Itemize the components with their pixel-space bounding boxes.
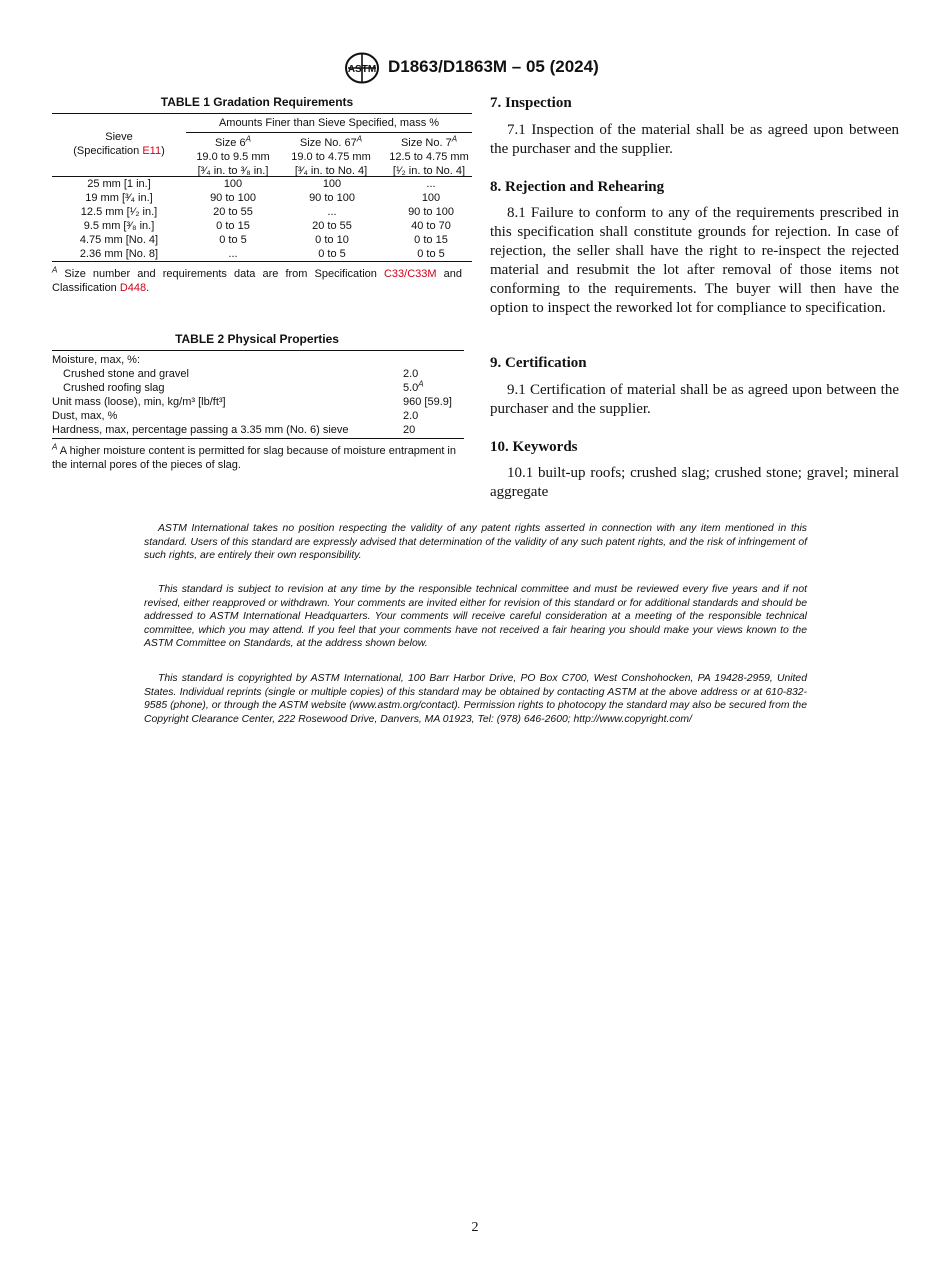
table-row: Unit mass (loose), min, kg/m³ [lb/ft³] 960 [59.9]	[52, 396, 452, 408]
section-9-heading: 9. Certification	[490, 355, 587, 371]
section-10-heading: 10. Keywords	[490, 439, 578, 455]
section-8-heading: 8. Rejection and Rehearing	[490, 179, 665, 195]
table1-col-size-7: Size No. $7^A$ 12.5 to 4.75 mm [¹⁄₂ in. to No. 4]	[389, 134, 469, 177]
table1-col-size-67: Size No. $67^A$ 19.0 to 4.75 mm [³⁄₄ in. to No. 4]	[291, 134, 371, 177]
table-row: 4.75 mm [No. 4] 0 to 5 0 to 10 0 to 15	[79, 234, 448, 246]
table1-group-rule	[186, 132, 472, 133]
patent-notice: ASTM International takes no position respecting the validity of any patent rights asserted in connection with any item mentioned in this standard. Users of this standard are expressly advised that determination of the validity of any such patent rights, and the risk of infringement of such rights, are entirely their own responsibility.	[144, 523, 807, 561]
revision-notice: This standard is subject to revision at any time by the responsible technical committee and must be reviewed every five years and if not revised, either reapproved or withdrawn. Your comments are invited either for revision of this standard or for additional standards and should be addressed to ASTM International Headquarters. Your comments will receive careful consideration at a meeting of the responsible technical committee, which you may attend. If you feel that your comments have not received a fair hearing you should make your views known to the ASTM Committee on Standards, at the address shown below.	[144, 584, 807, 649]
table-row: 25 mm [1 in.] 100 100 ...	[87, 178, 436, 190]
table1-sieve-header: Sieve (Specification E11)	[73, 131, 165, 157]
table2-title: TABLE 2 Physical Properties	[175, 332, 339, 346]
table-row: 2.36 mm [No. 8] ... 0 to 5 0 to 5	[79, 248, 445, 260]
section-8-paragraph: 8.1 Failure to conform to any of the requirements prescribed in this specification shall constitute grounds for rejection. In case of rejection, the seller shall have the right to re-inspect the rejected material and resubmit the lot after removal of those items not conforming to the requirements. The buyer will then have the option to inspect the reworked lot for compliance to specification.	[490, 205, 899, 316]
table1-footnote: $^A$ Size number and requirements data are from Specification C33/C33M and Classification D448.	[52, 265, 462, 294]
table1-bottom-rule	[52, 261, 472, 262]
svg-text:ASTM: ASTM	[347, 64, 377, 75]
table-row: Moisture, max, %:	[52, 354, 141, 366]
section-7-heading: 7. Inspection	[490, 95, 572, 111]
table2-top-rule	[52, 350, 464, 351]
table-row: Dust, max, % 2.0	[52, 410, 419, 422]
table1-title: TABLE 1 Gradation Requirements	[160, 95, 354, 109]
table-row: Crushed stone and gravel 2.0	[63, 368, 419, 380]
link-e11[interactable]: E11	[142, 145, 162, 157]
table1-group-header: Amounts Finer than Sieve Specified, mass %	[218, 117, 440, 129]
table2-body	[52, 353, 464, 437]
table2-footnote: $^A$ A higher moisture content is permitted for slag because of moisture entrapment in the internal pores of the pieces of slag.	[52, 442, 456, 471]
table2-bottom-rule	[52, 438, 464, 439]
section-10-paragraph: 10.1 built-up roofs; crushed slag; crushed stone; gravel; mineral aggregate	[490, 465, 899, 500]
link-d448[interactable]: D448	[119, 282, 147, 294]
document-id: D1863/D1863M – 05 (2024)	[388, 57, 599, 76]
section-7-paragraph: 7.1 Inspection of the material shall be as agreed upon between the purchaser and the supplier.	[490, 122, 899, 157]
astm-logo-icon	[344, 52, 380, 84]
table1-body	[52, 177, 478, 261]
page-header	[0, 52, 950, 86]
table-row: Crushed roofing slag $5.0^A$	[63, 379, 424, 394]
section-9-paragraph: 9.1 Certification of material shall be as agreed upon between the purchaser and the supplier.	[490, 382, 899, 417]
link-c33[interactable]: C33/C33M	[383, 268, 437, 280]
page-number: 2	[471, 1220, 479, 1235]
table-row: 9.5 mm [³⁄₈ in.] 0 to 15 20 to 55 40 to 70	[83, 220, 451, 232]
table-row: 19 mm [³⁄₄ in.] 90 to 100 90 to 100 100	[85, 192, 441, 204]
copyright-notice: This standard is copyrighted by ASTM International, 100 Barr Harbor Drive, PO Box C700, West Conshohocken, PA 19428-2959, United States. Individual reprints (single or multiple copies) of this standard may be obtained by contacting ASTM at the above address or at 610-832-9585 (phone), or through the ASTM website (www.astm.org/contact). Permission rights to photocopy the standard may also be secured from the Copyright Clearance Center, 222 Rosewood Drive, Danvers, MA 01923, Tel: (978) 646-2600; http://www.copyright.com/	[144, 673, 807, 725]
table-row: 12.5 mm [¹⁄₂ in.] 20 to 55 ... 90 to 100	[80, 206, 454, 218]
table1-col-size-6: Size $6^A$ 19.0 to 9.5 mm [³⁄₄ in. to ³⁄₈ in.]	[196, 134, 270, 177]
table1-top-rule	[52, 113, 472, 114]
table-row: Hardness, max, percentage passing a 3.35 mm (No. 6) sieve 20	[52, 424, 416, 436]
